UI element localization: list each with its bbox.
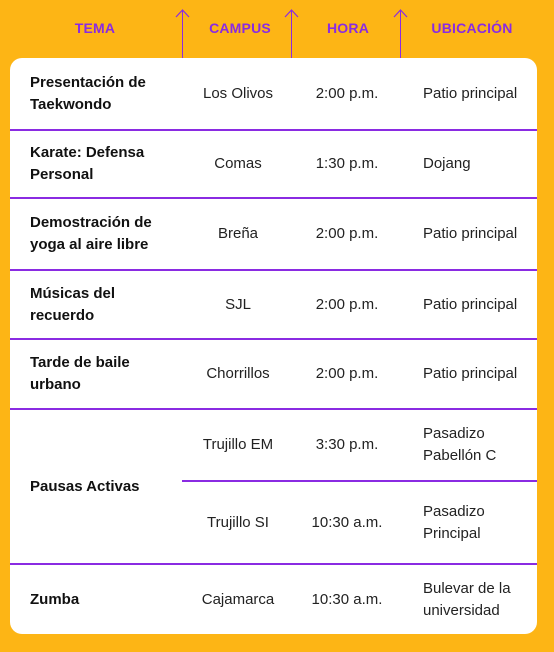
table-row-hora: 2:00 p.m.: [315, 365, 379, 382]
table-row-tema: Tarde de baile urbano: [30, 354, 130, 393]
table-row-hora: 10:30 a.m.: [311, 590, 383, 608]
table-row-ubicacion: Dojang: [423, 155, 471, 172]
table-row-hora: 3:30 p.m.: [315, 436, 379, 453]
table-row-campus: Breña: [217, 225, 259, 242]
table-row-hora: 2:00 p.m.: [315, 225, 379, 242]
table-row-tema: Presentación de Taekwondo: [30, 73, 146, 113]
table-header: [0, 0, 554, 58]
header-campus: CAMPUS: [209, 20, 271, 36]
header-hora: HORA: [326, 20, 370, 36]
table-row-ubicacion: Pasadizo Pabellón C: [423, 425, 497, 464]
table-row-campus: Trujillo EM: [202, 436, 274, 453]
schedule-table: [10, 58, 537, 634]
table-row-hora: 10:30 a.m.: [311, 513, 383, 531]
table-row-tema: Karate: Defensa Personal: [30, 144, 145, 183]
table-row-tema: Pausas Activas: [30, 477, 140, 495]
table-row-tema: Zumba: [30, 590, 80, 608]
table-row-ubicacion: Pasadizo Principal: [423, 502, 485, 542]
arrow-up-icon: [175, 8, 190, 18]
table-row-ubicacion: Patio principal: [423, 84, 518, 102]
table-row-ubicacion: Patio principal: [423, 365, 518, 382]
table-row-ubicacion: Patio principal: [423, 295, 518, 313]
table-row-tema: Demostración de yoga al aire libre: [30, 214, 152, 253]
table-row-campus: Chorrillos: [206, 365, 270, 382]
header-ubicacion: UBICACIÓN: [431, 20, 513, 36]
table-row-campus: Trujillo SI: [207, 513, 269, 531]
table-row-ubicacion: Patio principal: [423, 225, 518, 242]
table-row-tema: Músicas del recuerdo: [30, 284, 116, 324]
table-row-ubicacion: Bulevar de la universidad: [423, 579, 511, 619]
table-row-campus: Cajamarca: [201, 590, 275, 608]
table-row-hora: 1:30 p.m.: [315, 155, 379, 172]
table-row-hora: 2:00 p.m.: [315, 295, 379, 313]
table-row-hora: 2:00 p.m.: [315, 84, 379, 102]
arrow-up-icon: [284, 8, 299, 18]
table-row-campus: Los Olivos: [202, 84, 274, 102]
header-tema: TEMA: [74, 20, 116, 36]
table-row-campus: Comas: [214, 155, 262, 172]
arrow-up-icon: [393, 8, 408, 18]
table-row-campus: SJL: [225, 295, 251, 313]
